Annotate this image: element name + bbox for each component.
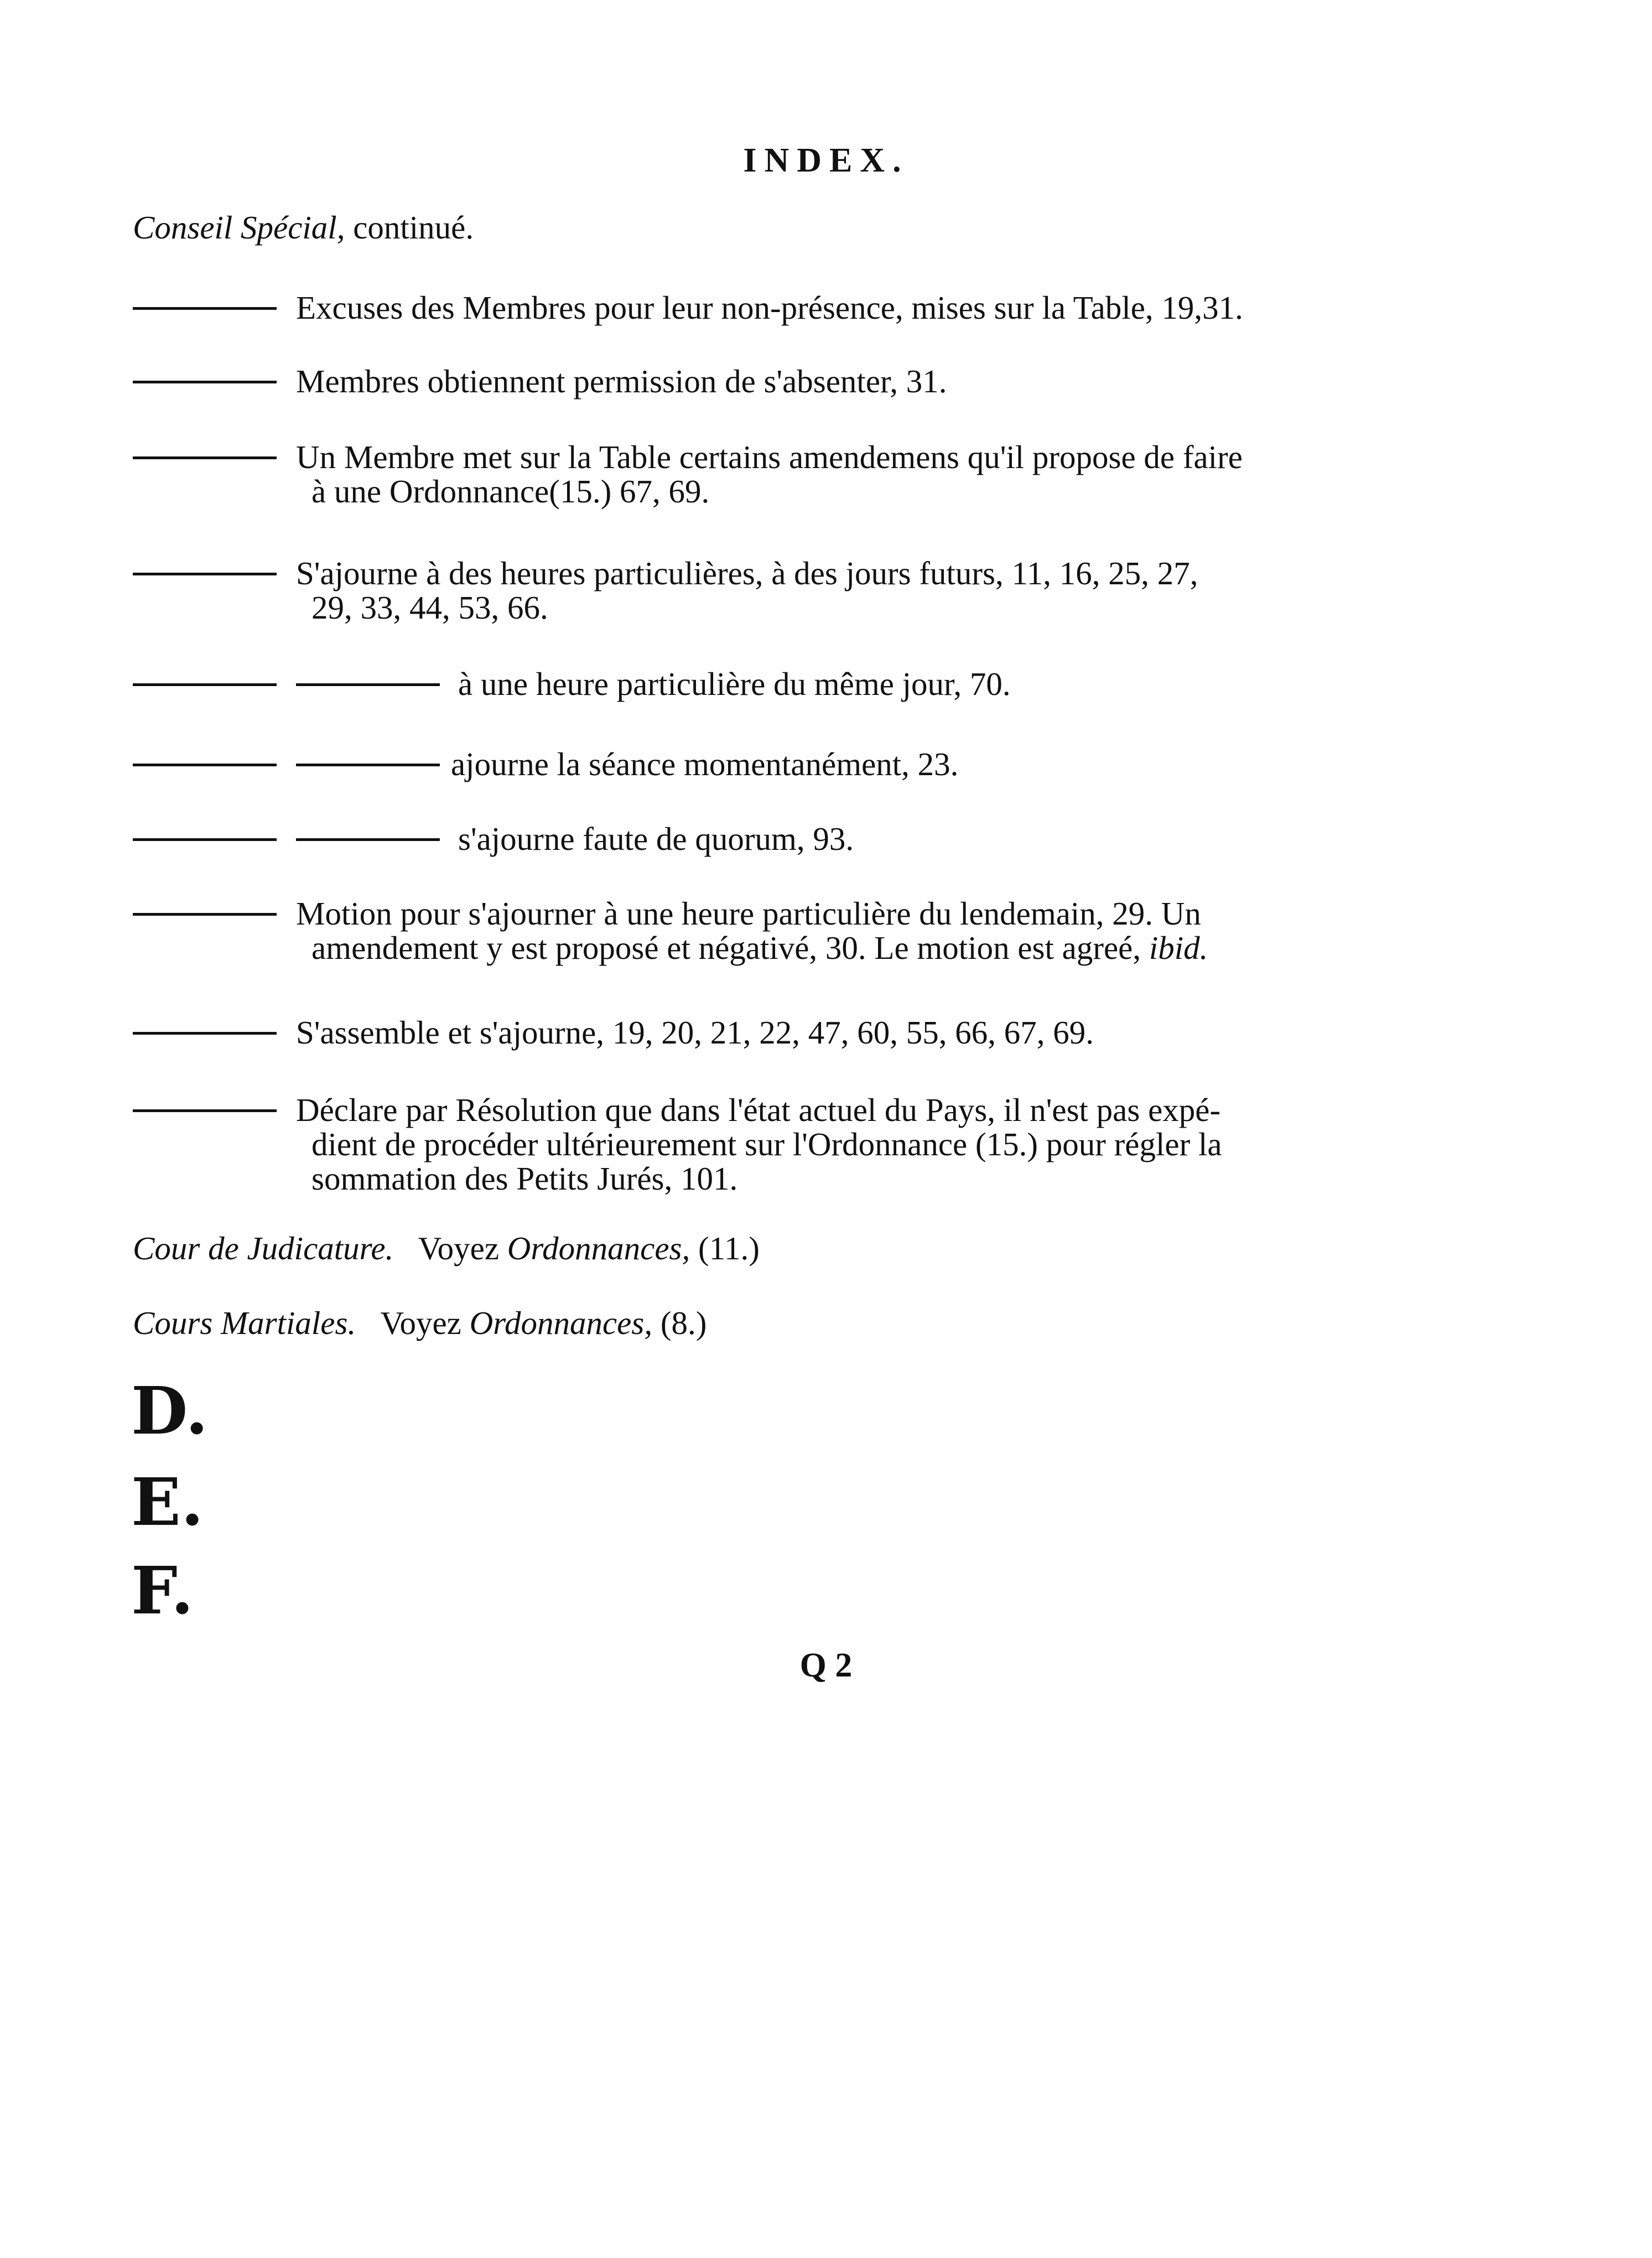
dash-rule xyxy=(133,913,277,916)
entry-lead: Un Membre met sur la Table certains amendemens qu'il propose de faire xyxy=(296,439,1243,475)
ref-number: (8.) xyxy=(660,1305,707,1341)
entry-continuation-text: amendement y est proposé et négativé, 30. Le motion est agreé, xyxy=(311,930,1141,966)
dash-rule xyxy=(133,1032,277,1035)
entry-lead: Déclare par Résolution que dans l'état actuel du Pays, il n'est pas expé- xyxy=(296,1092,1221,1128)
entry-text xyxy=(296,1093,1394,1196)
entry-lead: Membres obtiennent permission de s'absenter, 31. xyxy=(296,363,947,399)
ref-voyez: Voyez xyxy=(380,1305,461,1341)
entry-text xyxy=(296,896,1394,965)
ref-target: Ordonnances, xyxy=(507,1230,690,1266)
dash-rule xyxy=(296,683,440,686)
entry-lead: S'assemble et s'ajourne, 19, 20, 21, 22, 47, 60, 55, 66, 67, 69. xyxy=(296,1014,1094,1051)
dash-rule xyxy=(133,456,277,459)
entry-continuation xyxy=(296,931,1394,965)
entry-lead: à une heure particulière du même jour, 70. xyxy=(458,666,1011,702)
dash-rule xyxy=(133,573,277,575)
ref-target: Ordonnances, xyxy=(469,1305,653,1341)
subheading-term: Conseil Spécial, xyxy=(133,209,345,246)
entry-lead: Excuses des Membres pour leur non-présence, mises sur la Table, 19,31. xyxy=(296,289,1243,326)
entry-continuation: sommation des Petits Jurés, 101. xyxy=(311,1160,738,1197)
dash-rule xyxy=(133,764,277,766)
cross-reference xyxy=(133,1306,706,1340)
entry-text xyxy=(296,1015,1394,1050)
page-title: INDEX. xyxy=(743,142,909,179)
section-letter-e: E. xyxy=(131,1463,204,1540)
dash-rule xyxy=(296,764,440,766)
dash-rule xyxy=(133,307,277,310)
ref-term: Cours Martiales. xyxy=(133,1305,356,1341)
subheading xyxy=(133,210,474,245)
ref-term: Cour de Judicature. xyxy=(133,1230,394,1266)
ref-voyez: Voyez xyxy=(418,1230,500,1266)
signature-mark: Q 2 xyxy=(799,1647,853,1684)
entry-continuation: à une Ordonnance(15.) 67, 69. xyxy=(311,473,710,510)
subheading-rest: continué. xyxy=(345,209,474,246)
entry-continuation: 29, 33, 44, 53, 66. xyxy=(311,589,548,626)
entry-continuation: dient de procéder ultérieurement sur l'Ordonnance (15.) pour régler la xyxy=(311,1126,1222,1162)
entry-lead: s'ajourne faute de quorum, 93. xyxy=(458,821,854,857)
entry-text xyxy=(296,556,1394,625)
dash-rule xyxy=(133,381,277,383)
entry-lead: ajourne la séance momentanément, 23. xyxy=(451,746,959,782)
ibid-reference: ibid. xyxy=(1149,930,1208,966)
entry-lead: Motion pour s'ajourner à une heure particulière du lendemain, 29. Un xyxy=(296,895,1201,932)
entry-text xyxy=(296,290,1394,325)
section-letter-f: F. xyxy=(131,1552,194,1629)
section-letter-d: D. xyxy=(131,1372,209,1449)
dash-rule xyxy=(133,683,277,686)
cross-reference xyxy=(133,1231,760,1265)
dash-rule xyxy=(133,838,277,841)
entry-lead: S'ajourne à des heures particulières, à des jours futurs, 11, 16, 25, 27, xyxy=(296,555,1198,591)
entry-text xyxy=(458,822,1394,856)
dash-rule xyxy=(296,838,440,841)
ref-number: (11.) xyxy=(698,1230,760,1266)
entry-text xyxy=(296,364,1394,398)
entry-text xyxy=(451,747,1394,781)
entry-text xyxy=(458,667,1394,701)
dash-rule xyxy=(133,1109,277,1112)
entry-text xyxy=(296,440,1394,508)
